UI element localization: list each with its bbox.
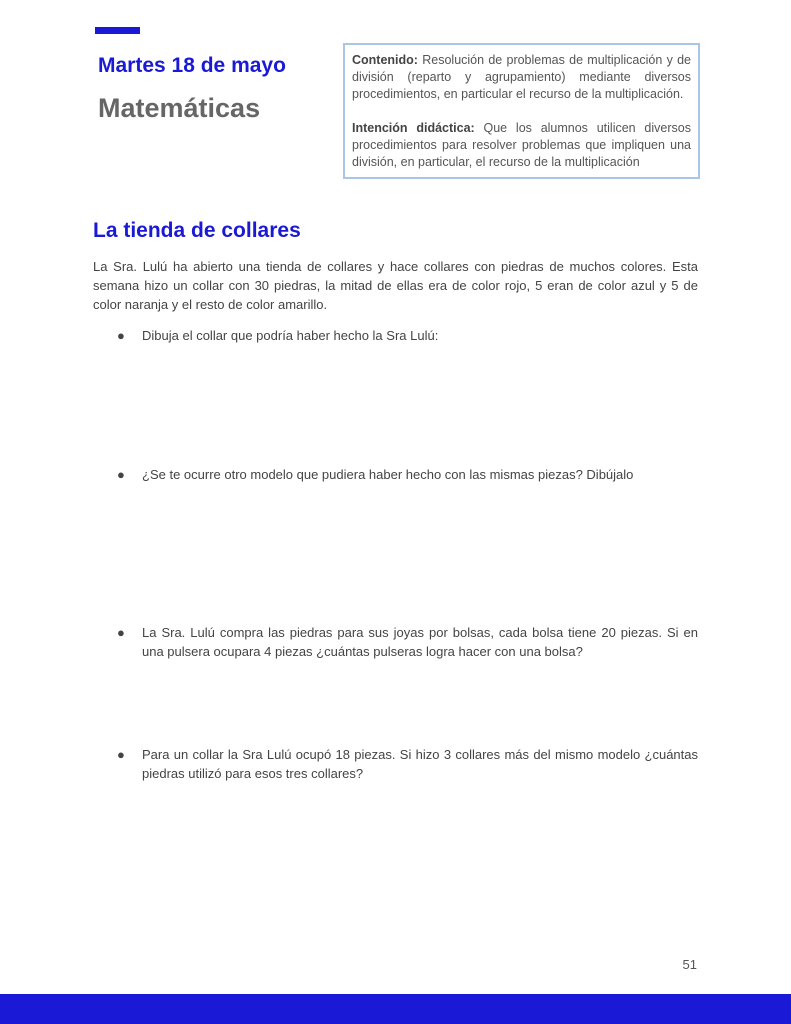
- question-text: ¿Se te ocurre otro modelo que pudiera haber hecho con las mismas piezas? Dibújalo: [142, 467, 634, 482]
- bullet-icon: ●: [117, 747, 125, 762]
- page-number: 51: [682, 957, 697, 972]
- section-title: La tienda de collares: [93, 219, 301, 242]
- contenido-paragraph: [352, 52, 691, 103]
- top-accent-bar: [95, 27, 140, 34]
- contenido-text: Resolución de problemas de multiplicación y de división (reparto y agrupamiento) mediante diversos procedimientos, en particular el recurso de la multiplicación.: [352, 53, 691, 101]
- question-text: Dibuja el collar que podría haber hecho la Sra Lulú:: [142, 328, 439, 343]
- contenido-label: Contenido:: [352, 53, 418, 67]
- subject-heading: Matemáticas: [98, 93, 261, 123]
- intencion-paragraph: [352, 120, 691, 171]
- content-info-box: [343, 43, 700, 179]
- question-item: [117, 326, 698, 345]
- intro-paragraph: La Sra. Lulú ha abierto una tienda de collares y hace collares con piedras de muchos colores. Esta semana hizo un collar con 30 piedras, la mitad de ellas era de color rojo, 5 eran de color azul y 5 de color naranja y el resto de color amarillo.: [93, 259, 698, 312]
- question-item: [117, 623, 698, 661]
- bullet-icon: ●: [117, 328, 125, 343]
- intencion-label: Intención didáctica:: [352, 121, 475, 135]
- bottom-accent-bar: [0, 994, 791, 1024]
- question-text: Para un collar la Sra Lulú ocupó 18 piezas. Si hizo 3 collares más del mismo modelo ¿cuántas piedras utilizó para esos tres collares?: [142, 747, 698, 781]
- intencion-text: Que los alumnos utilicen diversos procedimientos para resolver problemas que impliquen una división, en particular, el recurso de la multiplicación: [352, 121, 691, 169]
- question-text: La Sra. Lulú compra las piedras para sus joyas por bolsas, cada bolsa tiene 20 piezas. Si en una pulsera ocupara 4 piezas ¿cuántas pulseras logra hacer con una bolsa?: [142, 625, 698, 659]
- date-heading: Martes 18 de mayo: [98, 54, 286, 77]
- question-item: [117, 465, 698, 484]
- question-item: [117, 745, 698, 783]
- bullet-icon: ●: [117, 625, 125, 640]
- bullet-icon: ●: [117, 467, 125, 482]
